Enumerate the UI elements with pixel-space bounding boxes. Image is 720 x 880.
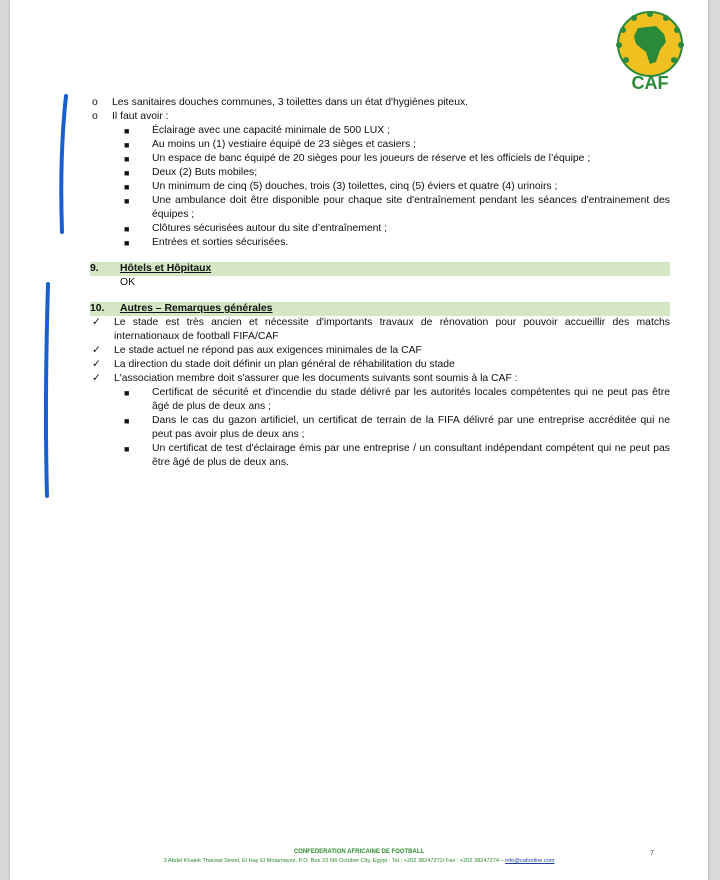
list-item: ■ Dans le cas du gazon artificiel, un certificat de terrain de la FIFA délivré par une entreprise accréditée qui ne peut pas avoir plus de deux ans ;: [124, 415, 670, 440]
caf-logo: [606, 6, 694, 94]
list-item: ■ Entrées et sorties sécurisées.: [124, 237, 289, 248]
square-bullet-icon: ■: [124, 224, 130, 234]
margin-scribble: [54, 92, 74, 237]
checklist-item: ✓ Le stade est très ancien et nécessite d'importants travaux de rénovation pour pouvoir accueillir des matchs internationaux de football FIFA/CAF: [92, 317, 670, 342]
square-bullet-icon: ■: [124, 168, 130, 178]
list-item: ■ Deux (2) Buts mobiles;: [124, 167, 258, 178]
list-item: ■ Certificat de sécurité et d'incendie du stade délivré par les autorités locales compétentes qui ne peut pas être âgé de plus de deux ans ;: [124, 387, 670, 412]
square-bullet-icon: ■: [124, 388, 130, 398]
list-item: ■ Une ambulance doit être disponible pour chaque site d'entraînement pendant les séances d'entrainement des équipes ;: [124, 195, 670, 220]
list-item: ■ Un certificat de test d'éclairage émis par une entreprise / un consultant indépendant compétent qui ne peut pas être âgé de plus de deux ans.: [124, 443, 670, 468]
section-9-body: OK: [120, 277, 136, 288]
checklist-item: ✓ La direction du stade doit définir un plan général de réhabilitation du stade: [92, 359, 455, 370]
square-bullet-icon: ■: [124, 238, 130, 248]
margin-scribble: [40, 282, 60, 500]
square-bullet-icon: ■: [124, 154, 130, 164]
checkmark-icon: ✓: [92, 359, 101, 370]
list-item: ■ Au moins un (1) vestiaire équipé de 23 sièges et casiers ;: [124, 139, 416, 150]
list-item: ■ Éclairage avec une capacité minimale de 500 LUX ;: [124, 125, 390, 136]
page-number: 7: [650, 850, 654, 857]
list-item: ■ Un espace de banc équipé de 20 sièges pour les joueurs de réserve et les officiels de l’équipe ;: [124, 153, 591, 164]
circle-bullet-icon: o: [92, 111, 98, 122]
square-bullet-icon: ■: [124, 444, 130, 454]
checkmark-icon: ✓: [92, 345, 101, 356]
footer-organization: CONFEDERATION AFRICAINE DE FOOTBALL: [293, 849, 425, 855]
section-heading-9: 9. Hôtels et Hôpitaux: [90, 262, 670, 276]
checkmark-icon: ✓: [92, 317, 101, 328]
page-footer: [10, 848, 708, 866]
list-item: ■ Un minimum de cinq (5) douches, trois (3) toilettes, cinq (5) éviers et quatre (4) urinoirs ;: [124, 181, 558, 192]
list-item: o Les sanitaires douches communes, 3 toilettes dans un état d'hygiènes piteux.: [92, 97, 469, 108]
circle-bullet-icon: o: [92, 97, 98, 108]
checkmark-icon: ✓: [92, 373, 101, 384]
square-bullet-icon: ■: [124, 140, 130, 150]
square-bullet-icon: ■: [124, 196, 130, 206]
document-body: [90, 96, 670, 470]
list-item: o Il faut avoir :: [92, 111, 169, 122]
list-item: ■ Clôtures sécurisées autour du site d’entraînement ;: [124, 223, 388, 234]
section-heading-10: 10. Autres – Remarques générales: [90, 302, 670, 316]
svg-text:CAF: CAF: [631, 73, 669, 93]
square-bullet-icon: ■: [124, 126, 130, 136]
checklist-item: ✓ Le stade actuel ne répond pas aux exigences minimales de la CAF: [92, 345, 422, 356]
document-page: [10, 0, 708, 880]
checklist-item: ✓ L'association membre doit s'assurer que les documents suivants sont soumis à la CAF :: [92, 373, 518, 384]
email-link[interactable]: info@cafonline.com: [505, 858, 555, 864]
square-bullet-icon: ■: [124, 182, 130, 192]
footer-address: 3 Abdel Khalek Tharwat Street, El Hay El Motamayez, P.O. Box 23 6th October City, Egypt - Tel.: +202 38247272/ Fax : +202 38247274 – info@cafonline.com: [163, 858, 555, 864]
square-bullet-icon: ■: [124, 416, 130, 426]
